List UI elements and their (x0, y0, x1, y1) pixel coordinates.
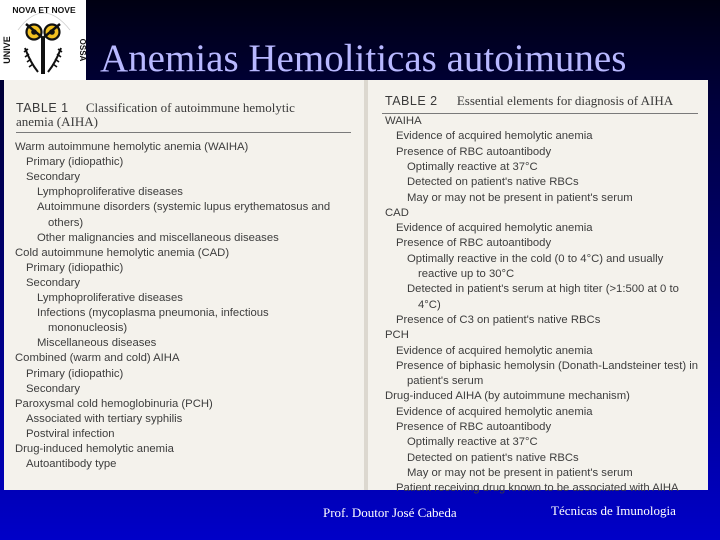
table2-number: TABLE 2 (385, 94, 438, 108)
table2-line: Presence of RBC autoantibody (396, 237, 552, 250)
table1-line: others) (48, 216, 84, 229)
table2-line: WAIHA (385, 115, 422, 127)
table2-caption-text: Essential elements for diagnosis of AIHA (456, 93, 674, 108)
table1-caption (16, 101, 295, 128)
table2-line: Evidence of acquired hemolytic anemia (396, 130, 593, 143)
table2-line: Detected on patient's native RBCs (407, 176, 579, 189)
table2-line: Evidence of acquired hemolytic anemia (396, 344, 593, 357)
logo-top-text: NOVA ET NOVE (12, 5, 76, 15)
table1-line: Secondary (26, 171, 81, 184)
table2-line: Evidence of acquired hemolytic anemia (396, 405, 593, 418)
university-seal-icon (0, 0, 86, 80)
slide-title: Anemias Hemoliticas autoimunes (100, 37, 627, 80)
table2-line: reactive up to 30°C (418, 268, 515, 280)
table2-line: Presence of RBC autoantibody (396, 145, 552, 158)
table1-line: Miscellaneous diseases (37, 337, 157, 350)
table2-line: May or may not be present in patient's serum (407, 466, 633, 479)
table2-line: Optimally reactive at 37°C (407, 160, 538, 173)
table2-line: Optimally reactive at 37°C (407, 436, 538, 449)
table2-line: CAD (385, 206, 409, 219)
table1-caption-text-1: Classification of autoimmune hemolytic (85, 100, 295, 115)
table1-line: Postviral infection (26, 427, 115, 440)
table2-line: Presence of C3 on patient's native RBCs (396, 313, 601, 326)
table2-line: Drug-induced AIHA (by autoimmune mechanism) (385, 390, 630, 403)
table2-caption (385, 94, 673, 108)
table1-line: Secondary (26, 276, 81, 289)
table1-line: Warm autoimmune hemolytic anemia (WAIHA) (15, 141, 249, 153)
table1-line: Autoimmune disorders (systemic lupus erythematosus and (37, 201, 331, 214)
table2-line: Detected in patient's serum at high titer (>1:500 at 0 to (407, 283, 679, 296)
table1-line: Secondary (26, 382, 81, 395)
table1-number: TABLE 1 (16, 101, 69, 115)
table2-line: 4°C) (418, 298, 441, 311)
logo-left-text: UNIVE (2, 36, 12, 64)
table1-line: Cold autoimmune hemolytic anemia (CAD) (15, 246, 230, 259)
table1-caption-text-2: anemia (AIHA) (16, 114, 98, 129)
table2-line: Detected on patient's native RBCs (407, 451, 579, 464)
table2-line: Evidence of acquired hemolytic anemia (396, 222, 593, 235)
table1-line: Associated with tertiary syphilis (26, 412, 183, 425)
table2-line: Patient receiving drug known to be associated with AIHA (396, 482, 679, 495)
table1-line: Drug-induced hemolytic anemia (15, 443, 174, 455)
table1-line: Primary (idiopathic) (26, 156, 124, 169)
table2-panel (368, 80, 708, 495)
table2-line: Optimally reactive in the cold (0 to 4°C) and usually (407, 252, 664, 265)
table1-line: Autoantibody type (26, 458, 117, 471)
table1-panel (4, 80, 364, 490)
table1-line: Primary (idiopathic) (26, 261, 124, 274)
table1-line: Paroxysmal cold hemoglobinuria (PCH) (15, 397, 213, 410)
footer-course: Técnicas de Imunologia (551, 503, 676, 518)
table2-line: May or may not be present in patient's serum (407, 191, 633, 204)
scanned-tables-image (4, 80, 708, 495)
footer-author: Prof. Doutor José Cabeda (323, 505, 457, 520)
table1-line: Lymphoproliferative diseases (37, 186, 183, 199)
table2-rule (382, 113, 698, 114)
logo-right-text: OSSA (78, 38, 87, 62)
table1-line: Other malignancies and miscellaneous diseases (37, 231, 279, 244)
table2-line: patient's serum (407, 375, 484, 388)
table2-line: Presence of biphasic hemolysin (Donath-Landsteiner test) in (396, 359, 699, 372)
table2-line: Presence of RBC autoantibody (396, 421, 552, 433)
table1-line: Primary (idiopathic) (26, 367, 124, 380)
table1-line: Infections (mycoplasma pneumonia, infectious (37, 307, 269, 320)
table1-line: Lymphoproliferative diseases (37, 292, 183, 304)
table1-line: mononucleosis) (48, 322, 128, 335)
university-logo (0, 0, 86, 80)
table1-line: Combined (warm and cold) AIHA (15, 352, 180, 365)
table1-rule (16, 132, 351, 133)
table2-line: PCH (385, 329, 409, 342)
